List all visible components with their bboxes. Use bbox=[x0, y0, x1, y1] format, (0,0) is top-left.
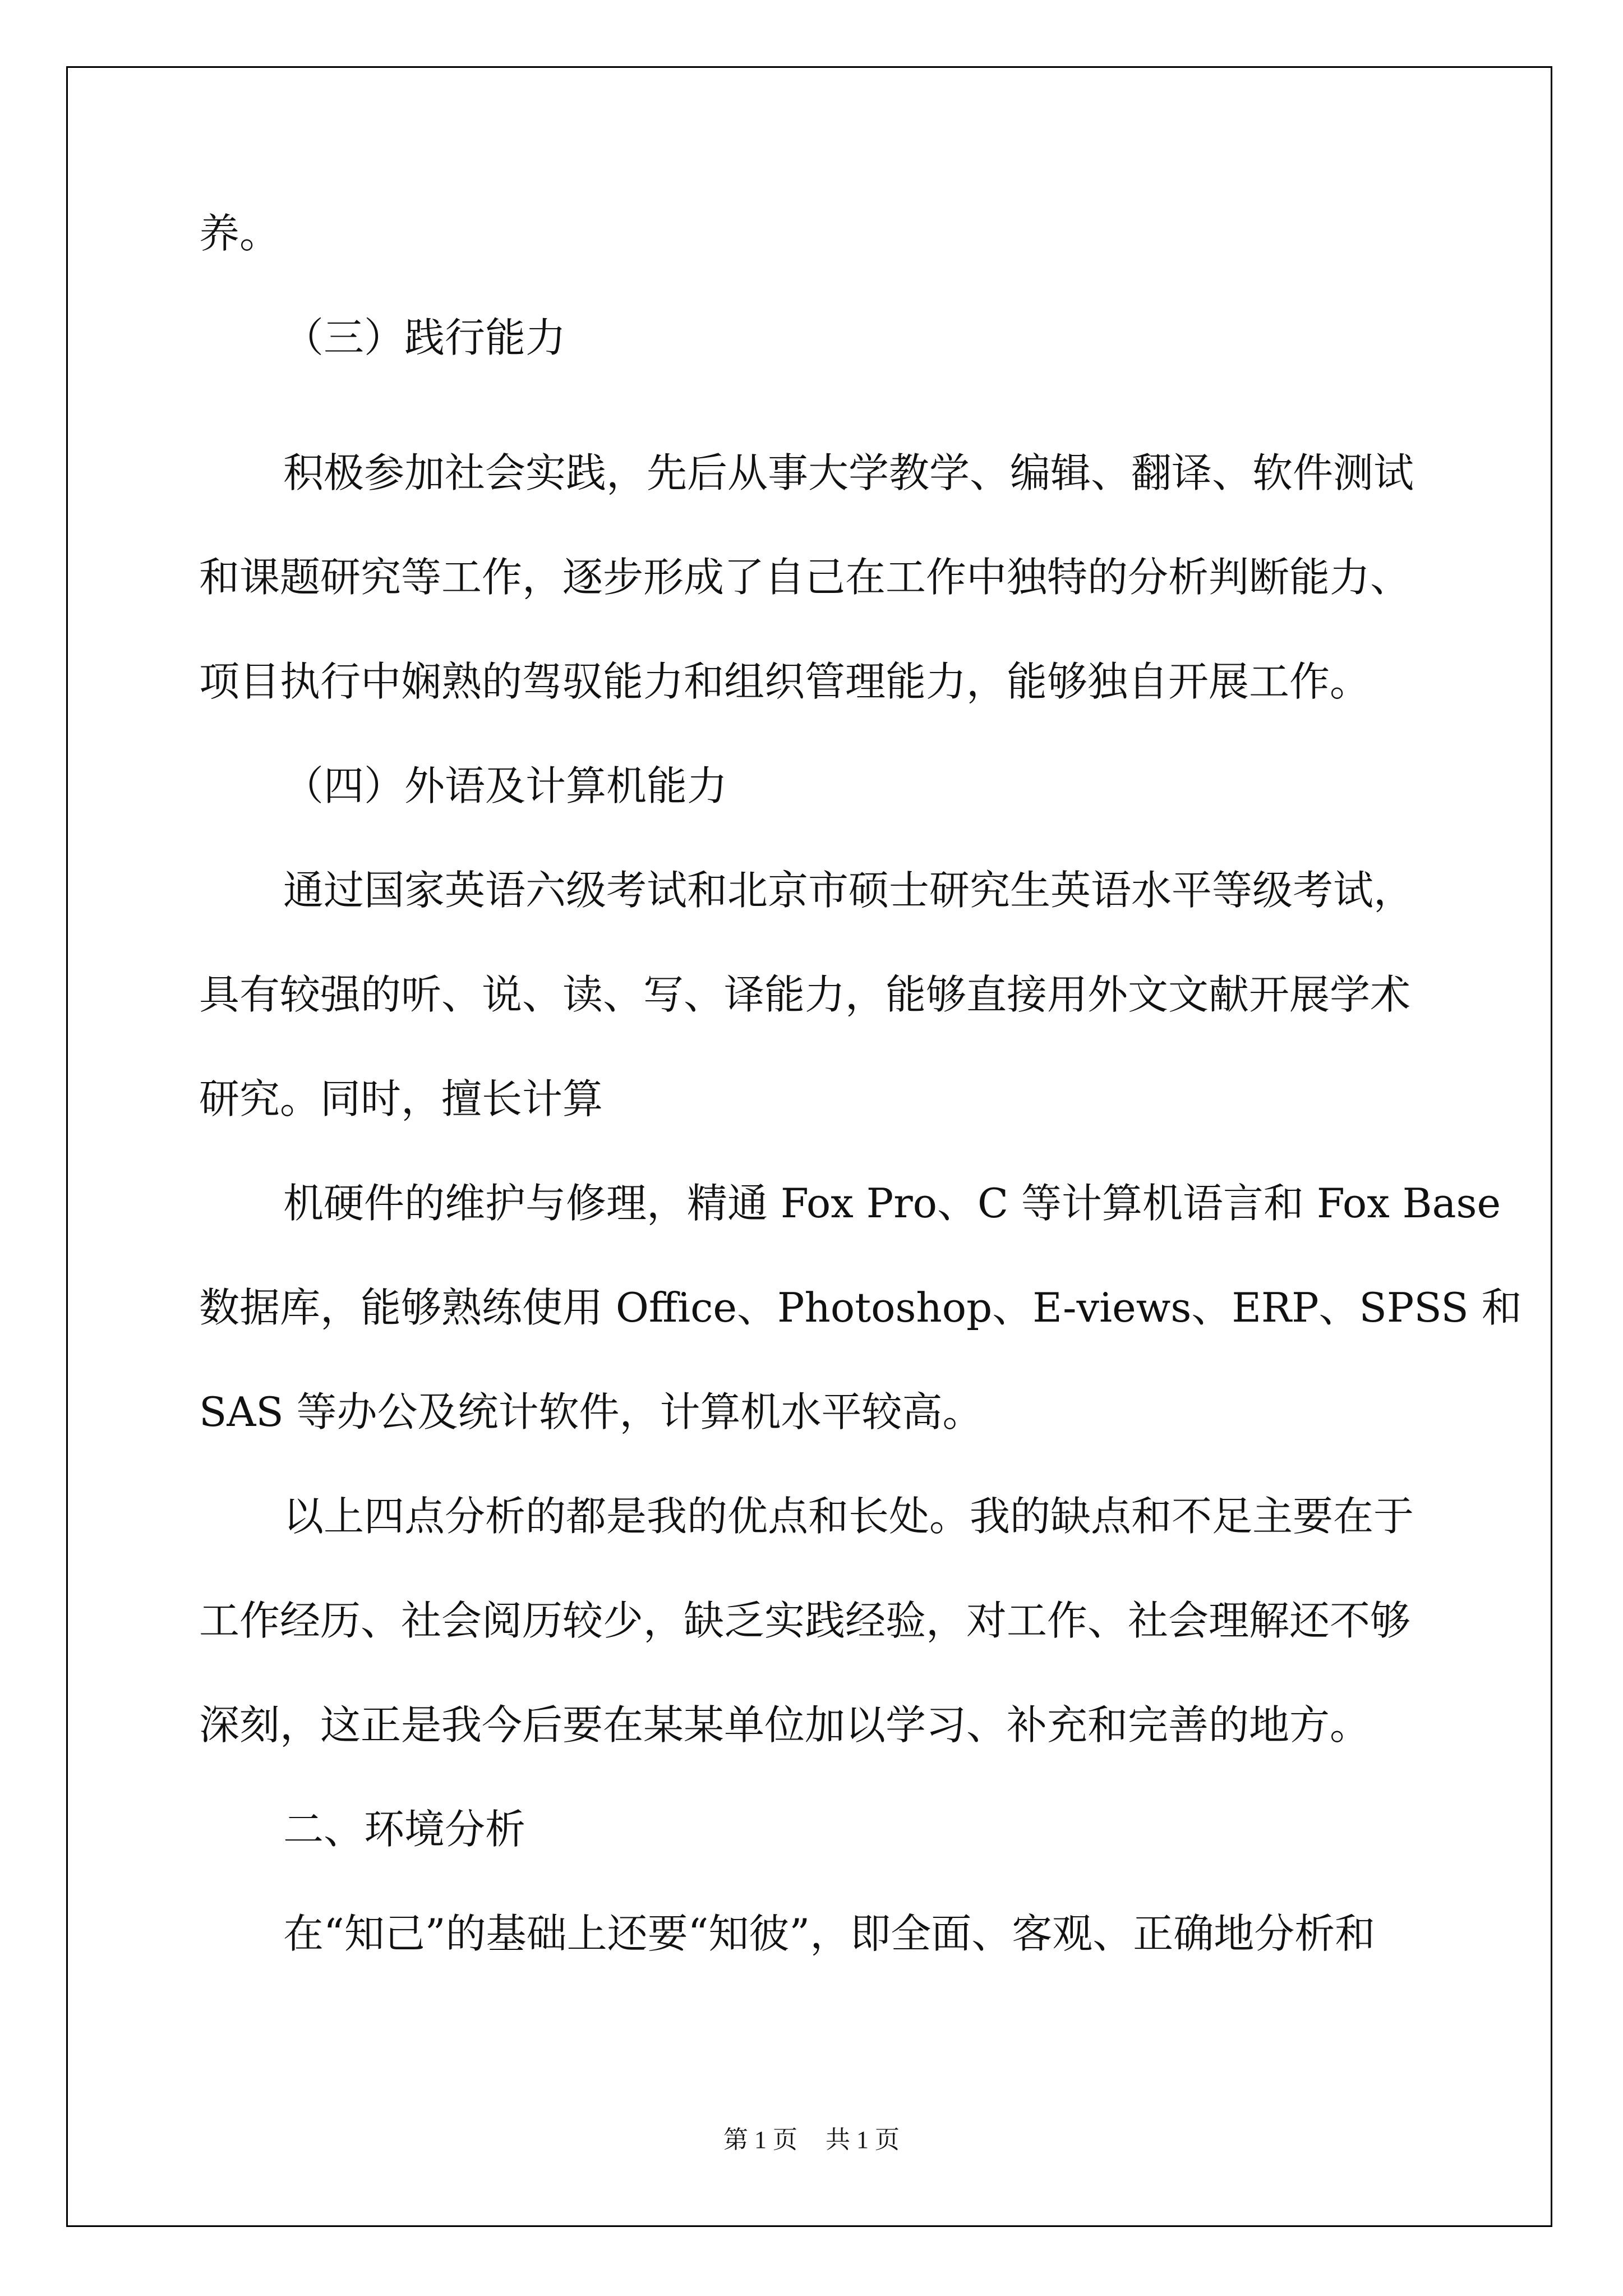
text-line: 积极参加社会实践，先后从事大学教学、编辑、翻译、软件测试 bbox=[283, 449, 1414, 496]
text-line: 研究。同时，擅长计算 bbox=[199, 1075, 603, 1122]
text-line: 和课题研究等工作，逐步形成了自己在工作中独特的分析判断能力、 bbox=[199, 554, 1411, 601]
text-line: 深刻，这正是我今后要在某某单位加以学习、补充和完善的地方。 bbox=[199, 1701, 1371, 1749]
text-line: 数据库，能够熟练使用 Office、Photoshop、E-views、ERP、SPSS 和 bbox=[199, 1284, 1522, 1331]
section-heading: （三）践行能力 bbox=[283, 314, 566, 361]
text-line: 项目执行中娴熟的驾驭能力和组织管理能力，能够独自开展工作。 bbox=[199, 658, 1371, 705]
text-line: 工作经历、社会阅历较少，缺乏实践经验，对工作、社会理解还不够 bbox=[199, 1597, 1411, 1644]
text-line: 以上四点分析的都是我的优点和长处。我的缺点和不足主要在于 bbox=[283, 1493, 1414, 1540]
page-footer bbox=[0, 2128, 1623, 2152]
text-line: 机硬件的维护与修理，精通 Fox Pro、C 等计算机语言和 Fox Base bbox=[283, 1180, 1501, 1227]
text-line: 通过国家英语六级考试和北京市硕士研究生英语水平等级考试， bbox=[283, 867, 1414, 914]
page-total: 共 1 页 bbox=[826, 2126, 900, 2154]
section-heading: 二、环境分析 bbox=[283, 1806, 526, 1853]
text-line: 具有较强的听、说、读、写、译能力，能够直接用外文文献开展学术 bbox=[199, 971, 1411, 1018]
section-heading: （四）外语及计算机能力 bbox=[283, 762, 728, 809]
text-line: SAS 等办公及统计软件，计算机水平较高。 bbox=[199, 1388, 983, 1435]
page-number: 第 1 页 bbox=[723, 2126, 797, 2154]
page-border bbox=[66, 66, 1552, 2227]
text-line: 养。 bbox=[199, 210, 280, 257]
text-line: 在“知己”的基础上还要“知彼”，即全面、客观、正确地分析和 bbox=[283, 1910, 1376, 1957]
